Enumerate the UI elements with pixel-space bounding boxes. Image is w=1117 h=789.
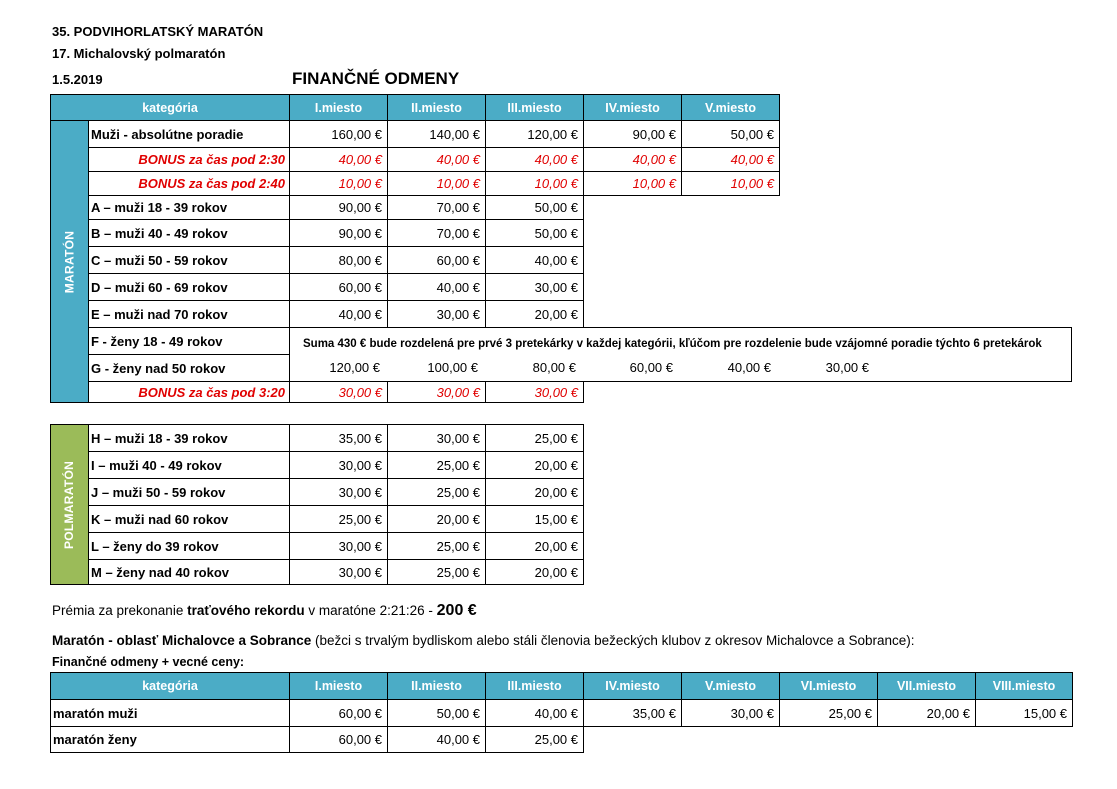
prize-value: 20,00 € [485,559,584,585]
regional-rest: (bežci s trvalým bydliskom alebo stáli členovia bežeckých klubov z okresov Michalovce a Sobrance): [311,633,915,648]
table1-header-3: III.miesto [485,94,584,121]
prize-value: 25,00 € [387,478,486,506]
prize-value: 40,00 € [485,246,584,274]
prize-value: 30,00 € [289,478,388,506]
category-label: B – muži 40 - 49 rokov [88,219,290,247]
women-prize-value: 30,00 € [825,360,869,375]
bonus-row-label: BONUS za čas pod 3:20 [88,381,290,403]
category-label: E – muži nad 70 rokov [88,300,290,328]
table3-header-2: II.miesto [387,672,486,700]
table3-header-4: IV.miesto [583,672,682,700]
prize-value: 40,00 € [387,147,486,172]
prize-value: 25,00 € [485,424,584,452]
prize-value: 90,00 € [289,195,388,220]
category-label: F - ženy 18 - 49 rokov [88,327,290,355]
women-prize-note-box [289,327,1072,382]
prize-value: 140,00 € [387,120,486,148]
prize-value: 15,00 € [485,505,584,533]
table1-header-4: IV.miesto [583,94,682,121]
marathon-side-label [50,120,89,403]
bonus-row-label: BONUS za čas pod 2:30 [88,147,290,172]
regional-bold: Maratón - oblasť Michalovce a Sobrance [52,633,312,648]
category-label: C – muži 50 - 59 rokov [88,246,290,274]
category-label: I – muži 40 - 49 rokov [88,451,290,479]
women-prize-value: 100,00 € [427,360,478,375]
women-prize-note: Suma 430 € bude rozdelená pre prvé 3 pretekárky v každej kategórii, kľúčom pre rozdelenie bude vzájomné poradie týchto 6 pretekárok [303,338,1042,350]
category-label: L – ženy do 39 rokov [88,532,290,560]
table1-header-0: kategória [50,94,290,121]
category-label: H – muži 18 - 39 rokov [88,424,290,452]
half-marathon-side-label [50,424,89,585]
regional-heading [52,633,915,648]
women-prize-value: 40,00 € [727,360,771,375]
prize-value: 25,00 € [387,451,486,479]
category-label: D – muži 60 - 69 rokov [88,273,290,301]
marathon-side-label-text: MARATÓN [62,230,77,293]
record-amount: 200 € [436,602,477,619]
prize-value: 60,00 € [289,273,388,301]
table3-header-1: I.miesto [289,672,388,700]
prize-value: 10,00 € [485,171,584,196]
prize-value: 40,00 € [583,147,682,172]
prize-value: 25,00 € [779,699,878,727]
prize-value: 25,00 € [387,559,486,585]
prize-value: 30,00 € [289,451,388,479]
prize-value: 15,00 € [975,699,1073,727]
prize-value: 30,00 € [681,699,780,727]
prize-value: 30,00 € [485,381,584,403]
prize-value: 60,00 € [289,699,388,727]
prize-value: 160,00 € [289,120,388,148]
prize-value: 120,00 € [485,120,584,148]
prize-value: 40,00 € [387,273,486,301]
prize-value: 20,00 € [485,532,584,560]
prize-value: 10,00 € [583,171,682,196]
table1-header-2: II.miesto [387,94,486,121]
prize-value: 25,00 € [485,726,584,753]
prize-value: 30,00 € [485,273,584,301]
prize-value: 25,00 € [289,505,388,533]
event-subtitle: 17. Michalovský polmaratón [52,46,226,61]
record-mid: v maratóne 2:21:26 - [304,603,437,618]
prize-value: 70,00 € [387,195,486,220]
prize-value: 50,00 € [681,120,780,148]
prize-value: 20,00 € [387,505,486,533]
prize-value: 35,00 € [289,424,388,452]
prize-value: 20,00 € [877,699,976,727]
table3-header-3: III.miesto [485,672,584,700]
regional-subheading: Finančné odmeny + vecné ceny: [52,655,245,669]
prize-value: 35,00 € [583,699,682,727]
page-title: FINANČNÉ ODMENY [292,69,460,88]
prize-value: 50,00 € [387,699,486,727]
women-prize-value: 60,00 € [629,360,673,375]
table1-header-1: I.miesto [289,94,388,121]
prize-value: 80,00 € [289,246,388,274]
category-label: M – ženy nad 40 rokov [88,559,290,585]
table3-header-0: kategória [50,672,290,700]
prize-value: 70,00 € [387,219,486,247]
prize-value: 30,00 € [289,559,388,585]
prize-value: 20,00 € [485,478,584,506]
event-date: 1.5.2019 [52,72,103,87]
prize-value: 60,00 € [387,246,486,274]
event-title: 35. PODVIHORLATSKÝ MARATÓN [52,24,264,39]
prize-value: 30,00 € [387,300,486,328]
prize-value: 50,00 € [485,195,584,220]
prize-value: 30,00 € [387,424,486,452]
prize-value: 10,00 € [681,171,780,196]
category-label: maratón muži [50,699,290,727]
category-label: G - ženy nad 50 rokov [88,354,290,382]
prize-value: 30,00 € [289,532,388,560]
prize-value: 40,00 € [387,726,486,753]
half-marathon-side-label-text: POLMARATÓN [62,460,77,549]
prize-value: 90,00 € [583,120,682,148]
prize-value: 40,00 € [289,300,388,328]
prize-value: 30,00 € [387,381,486,403]
prize-value: 10,00 € [289,171,388,196]
prize-value: 50,00 € [485,219,584,247]
prize-value: 40,00 € [485,699,584,727]
table3-header-6: VI.miesto [779,672,878,700]
category-label: maratón ženy [50,726,290,753]
prize-value: 40,00 € [485,147,584,172]
table3-header-7: VII.miesto [877,672,976,700]
prize-value: 60,00 € [289,726,388,753]
prize-value: 10,00 € [387,171,486,196]
table3-header-5: V.miesto [681,672,780,700]
record-bold: traťového rekordu [187,603,305,618]
prize-value: 20,00 € [485,300,584,328]
prize-value: 20,00 € [485,451,584,479]
category-label: A – muži 18 - 39 rokov [88,195,290,220]
table3-header-8: VIII.miesto [975,672,1073,700]
prize-value: 40,00 € [289,147,388,172]
prize-value: 25,00 € [387,532,486,560]
category-label: Muži - absolútne poradie [88,120,290,148]
women-prize-value: 80,00 € [532,360,576,375]
prize-value: 30,00 € [289,381,388,403]
table1-header-5: V.miesto [681,94,780,121]
category-label: K – muži nad 60 rokov [88,505,290,533]
record-premium-text [52,602,477,620]
prize-value: 40,00 € [681,147,780,172]
women-prize-value: 120,00 € [329,360,380,375]
prize-value: 90,00 € [289,219,388,247]
record-pre: Prémia za prekonanie [52,603,188,618]
category-label: J – muži 50 - 59 rokov [88,478,290,506]
bonus-row-label: BONUS za čas pod 2:40 [88,171,290,196]
